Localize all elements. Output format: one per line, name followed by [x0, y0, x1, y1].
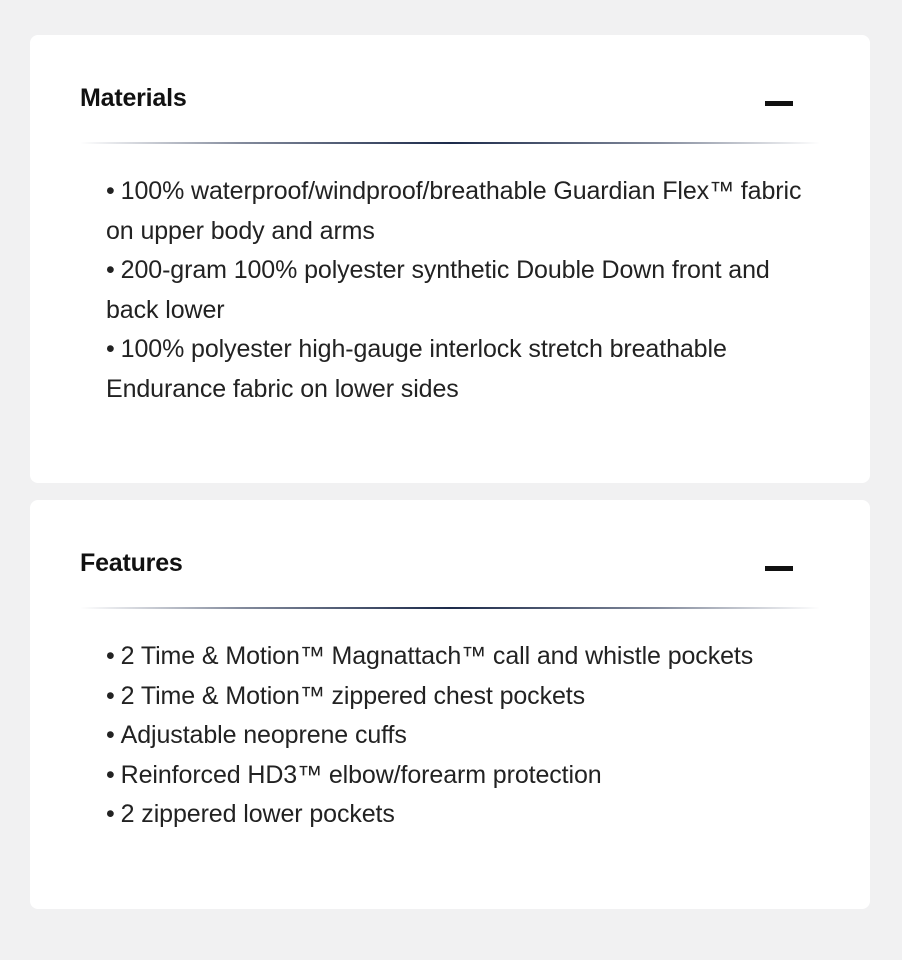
list-item-text: 2 zippered lower pockets — [120, 800, 395, 829]
list-item-text: Adjustable neoprene cuffs — [120, 721, 407, 750]
minus-icon — [765, 566, 793, 571]
features-list — [106, 637, 806, 835]
materials-title: Materials — [80, 84, 187, 112]
list-item — [106, 251, 806, 330]
list-item-text: 100% polyester high-gauge interlock stretch breathable Endurance fabric on lower sides — [106, 335, 727, 403]
list-item — [106, 637, 806, 677]
list-item — [106, 677, 806, 717]
bullet-icon: • — [106, 721, 115, 750]
features-panel — [30, 500, 870, 909]
features-collapse-button[interactable] — [756, 557, 800, 581]
bullet-icon: • — [106, 642, 115, 670]
list-item-text: Reinforced HD3™ elbow/forearm protection — [120, 760, 602, 789]
materials-collapse-button[interactable] — [756, 92, 800, 116]
features-divider — [80, 607, 820, 609]
materials-divider — [80, 142, 820, 144]
list-item-text: 2 Time & Motion™ Magnattach™ call and whistle pockets — [120, 642, 754, 670]
bullet-icon: • — [106, 177, 115, 205]
bullet-icon: • — [106, 800, 115, 829]
materials-panel-header[interactable] — [30, 35, 870, 145]
minus-icon — [765, 101, 793, 106]
list-item — [106, 172, 806, 251]
features-panel-header[interactable] — [30, 500, 870, 610]
bullet-icon: • — [106, 256, 115, 285]
list-item — [106, 795, 806, 835]
bullet-icon: • — [106, 681, 115, 710]
list-item-text: 200-gram 100% polyester synthetic Double Down front and back lower — [106, 256, 770, 324]
features-title: Features — [80, 549, 183, 577]
materials-panel — [30, 35, 870, 483]
bullet-icon: • — [106, 760, 115, 789]
list-item — [106, 330, 806, 409]
bullet-icon: • — [106, 335, 115, 364]
list-item — [106, 756, 806, 796]
materials-list — [106, 172, 806, 410]
list-item-text: 2 Time & Motion™ zippered chest pockets — [120, 681, 586, 710]
list-item-text: 100% waterproof/windproof/breathable Guardian Flex™ fabric on upper body and arms — [106, 177, 802, 245]
list-item — [106, 716, 806, 756]
